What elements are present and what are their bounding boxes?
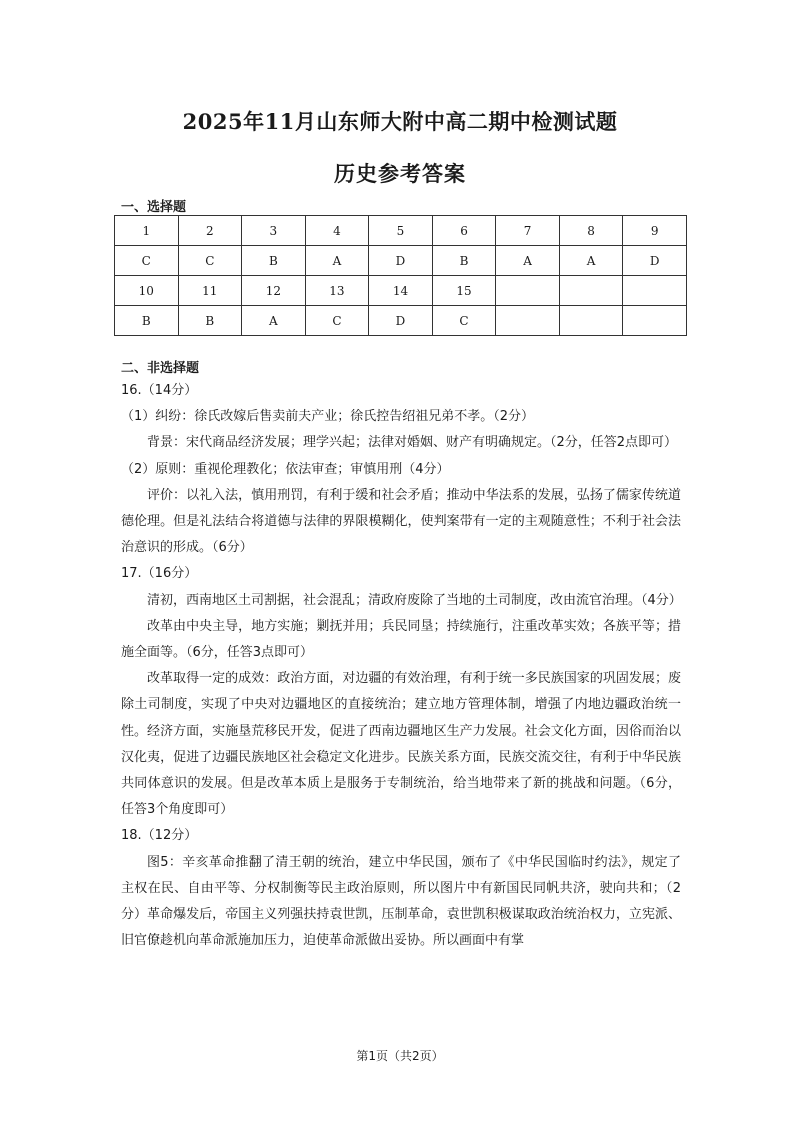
question-number-cell: 12 — [242, 276, 306, 306]
section-heading-nonchoice: 二、非选择题 — [121, 361, 200, 376]
answer-cell: C — [178, 246, 242, 276]
answer-row — [115, 246, 687, 276]
answer-cell: C — [432, 306, 496, 336]
answer-paragraph: 17.（16分） — [121, 566, 198, 582]
answer-paragraph: 清初，西南地区土司割据，社会混乱；清政府废除了当地的土司制度，改由流官治理。（4分） — [147, 592, 682, 608]
answer-paragraph: 图5：辛亥革命推翻了清王朝的统治，建立中华民国，颁布了《中华民国临时约法》，规定了主权在民、自由平等、分权制衡等民主政治原则，所以图片中有新国民同帆共济，驶向共和；（2分）革命爆发后，帝国主义列强扶持袁世凯，压制革命，袁世凯积极谋取政治统治权力，立宪派、旧官僚趁机向革命派施加压力，迫使革命派做出妥协。所以画面中有掌 — [121, 854, 681, 949]
answer-cell: B — [115, 306, 179, 336]
answer-cell: C — [305, 306, 369, 336]
question-number-cell — [559, 276, 623, 306]
question-number-cell: 2 — [178, 216, 242, 246]
answer-table — [114, 215, 687, 336]
answer-paragraph: 背景：宋代商品经济发展；理学兴起；法律对婚姻、财产有明确规定。（2分，任答2点即可） — [147, 435, 678, 451]
answer-paragraph: 评价：以礼入法，慎用刑罚，有利于缓和社会矛盾；推动中华法系的发展，弘扬了儒家传统道德伦理。但是礼法结合将道德与法律的界限模糊化，使判案带有一定的主观随意性；不利于社会法治意识的形成。（6分） — [121, 487, 681, 556]
section-heading-choice: 一、选择题 — [121, 200, 187, 215]
answer-cell: A — [496, 246, 560, 276]
answer-paragraph: 18.（12分） — [121, 828, 198, 844]
question-number-cell: 9 — [623, 216, 687, 246]
question-number-cell: 7 — [496, 216, 560, 246]
page-footer: 第1页（共2页） — [356, 1049, 444, 1063]
answer-row — [115, 306, 687, 336]
answer-cell: B — [432, 246, 496, 276]
question-number-cell: 1 — [115, 216, 179, 246]
question-number-cell: 13 — [305, 276, 369, 306]
question-number-cell: 5 — [369, 216, 433, 246]
answer-cell: C — [115, 246, 179, 276]
answer-cell — [559, 306, 623, 336]
question-number-cell: 4 — [305, 216, 369, 246]
answer-cell: B — [178, 306, 242, 336]
question-number-cell: 10 — [115, 276, 179, 306]
answer-paragraph: 改革取得一定的成效：政治方面，对边疆的有效治理，有利于统一多民族国家的巩固发展；废除土司制度，实现了中央对边疆地区的直接统治；建立地方管理体制，增强了内地边疆政治统一性。经济方面，实施垦荒移民开发，促进了西南边疆地区生产力发展。社会文化方面，因俗而治以汉化夷，促进了边疆民族地区社会稳定文化进步。民族关系方面，民族交流交往，有利于中华民族共同体意识的发展。但是改革本质上是服务于专制统治，给当地带来了新的挑战和问题。（6分，任答3个角度即可） — [121, 671, 681, 818]
question-number-row — [115, 276, 687, 306]
page-title: 2025年11月山东师大附中高二期中检测试题 — [182, 109, 618, 134]
answer-cell: D — [369, 246, 433, 276]
answer-cell: D — [623, 246, 687, 276]
question-number-cell: 3 — [242, 216, 306, 246]
answer-cell: A — [559, 246, 623, 276]
question-number-row — [115, 216, 687, 246]
answer-cell: A — [305, 246, 369, 276]
question-number-cell — [496, 276, 560, 306]
page-subtitle: 历史参考答案 — [334, 161, 466, 186]
answer-cell: D — [369, 306, 433, 336]
answer-paragraph: （2）原则：重视伦理教化；依法审查；审慎用刑（4分） — [121, 461, 450, 477]
question-number-cell: 15 — [432, 276, 496, 306]
answer-cell — [623, 306, 687, 336]
question-number-cell: 6 — [432, 216, 496, 246]
question-number-cell: 11 — [178, 276, 242, 306]
question-number-cell — [623, 276, 687, 306]
answer-cell — [496, 306, 560, 336]
answer-content — [121, 378, 681, 954]
answer-paragraph: 16.（14分） — [121, 383, 198, 398]
answer-cell: B — [242, 246, 306, 276]
answer-cell: A — [242, 306, 306, 336]
question-number-cell: 14 — [369, 276, 433, 306]
answer-paragraph: （1）纠纷：徐氏改嫁后售卖前夫产业；徐氏控告绍祖兄弟不孝。（2分） — [121, 409, 535, 425]
question-number-cell: 8 — [559, 216, 623, 246]
answer-paragraph: 改革由中央主导，地方实施；剿抚并用；兵民同垦；持续施行，注重改革实效；各族平等；措施全面等。（6分，任答3点即可） — [121, 618, 681, 661]
